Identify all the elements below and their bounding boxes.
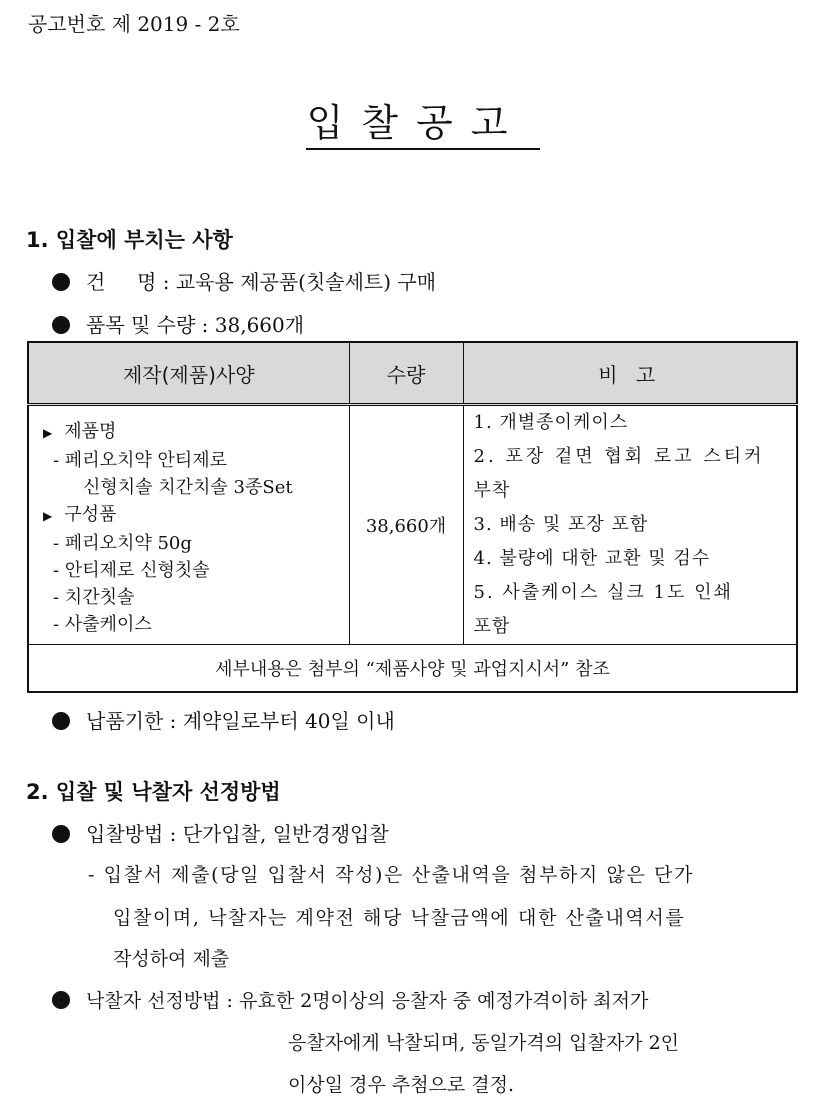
quantity-cell: 38,660개 [349,405,463,645]
delivery-text: 납품기한 : 계약일로부터 40일 이내 [86,709,395,733]
note-line-6: 5. 사출케이스 실크 1도 인쇄 [473,582,733,603]
winner-text-1: 낙찰자 선정방법 : 유효한 2명이상의 응찰자 중 예정가격이하 최저가 [86,990,649,1012]
bid-method-text: 입찰방법 : 단가입찰, 일반경쟁입찰 [86,822,389,846]
method-detail-1: - 입찰서 제출(당일 입찰서 작성)은 산출내역을 첨부하지 않은 단가 [88,864,694,886]
case-name-line [52,266,436,295]
section2-heading: 2. 입찰 및 낙찰자 선정방법 [26,780,281,804]
spec-line-3: 신형치솔 치간치솔 3종Set [83,477,293,498]
winner-line-2: 응찰자에게 낙찰되며, 동일가격의 입찰자가 2인 [288,1032,680,1054]
spec-cell [28,405,349,645]
bullet-icon [52,712,70,730]
note-line-2: 2. 포장 겉면 협회 로고 스티커 [473,446,765,467]
header-notes: 비 고 [463,342,797,405]
spec-line-8: - 사출케이스 [53,614,152,635]
delivery-line [52,705,395,734]
header-qty: 수량 [349,342,463,405]
winner-line-1 [52,986,648,1013]
bullet-icon [52,273,70,291]
header-spec: 제작(제품)사양 [28,342,349,405]
title-underline [306,148,540,150]
notes-cell [463,405,797,645]
bullet-icon [52,991,70,1009]
triangle-bullet-icon: ▶ [43,509,53,523]
quantity-line [52,309,304,338]
quantity-text: 품목 및 수량 : 38,660개 [86,313,305,337]
table-footer: 세부내용은 첨부의 “제품사양 및 과업지시서” 참조 [28,645,797,693]
spec-table [27,341,798,693]
winner-line-3: 이상일 경우 추첨으로 결정. [288,1074,515,1096]
method-detail-3: 작성하여 제출 [113,948,230,970]
spec-line-7: - 치간칫솔 [53,587,135,608]
bid-method-line [52,818,389,847]
spec-line-4: ▶ 구성품 [43,504,117,525]
note-line-7: 포함 [473,616,511,637]
bullet-icon [52,316,70,334]
note-line-5: 4. 불량에 대한 교환 및 검수 [473,548,711,569]
method-detail-2: 입찰이며, 낙찰자는 계약전 해당 낙찰금액에 대한 산출내역서를 [113,907,686,929]
page-title: 입찰공고 [306,101,526,145]
spec-line-1: ▶ 제품명 [43,421,117,442]
section1-heading: 1. 입찰에 부치는 사항 [26,228,233,252]
note-line-3: 부착 [473,480,511,501]
bullet-icon [52,825,70,843]
spec-line-5: - 페리오치약 50g [53,533,192,554]
note-line-1: 1. 개별종이케이스 [473,412,629,433]
triangle-bullet-icon: ▶ [43,426,53,440]
spec-line-6: - 안티제로 신형칫솔 [53,560,210,581]
case-name-text: 건 명 : 교육용 제공품(칫솔세트) 구매 [86,270,437,294]
spec-line-2: - 페리오치약 안티제로 [53,450,228,471]
notice-number: 공고번호 제 2019 - 2호 [28,12,240,36]
note-line-4: 3. 배송 및 포장 포함 [473,514,649,535]
